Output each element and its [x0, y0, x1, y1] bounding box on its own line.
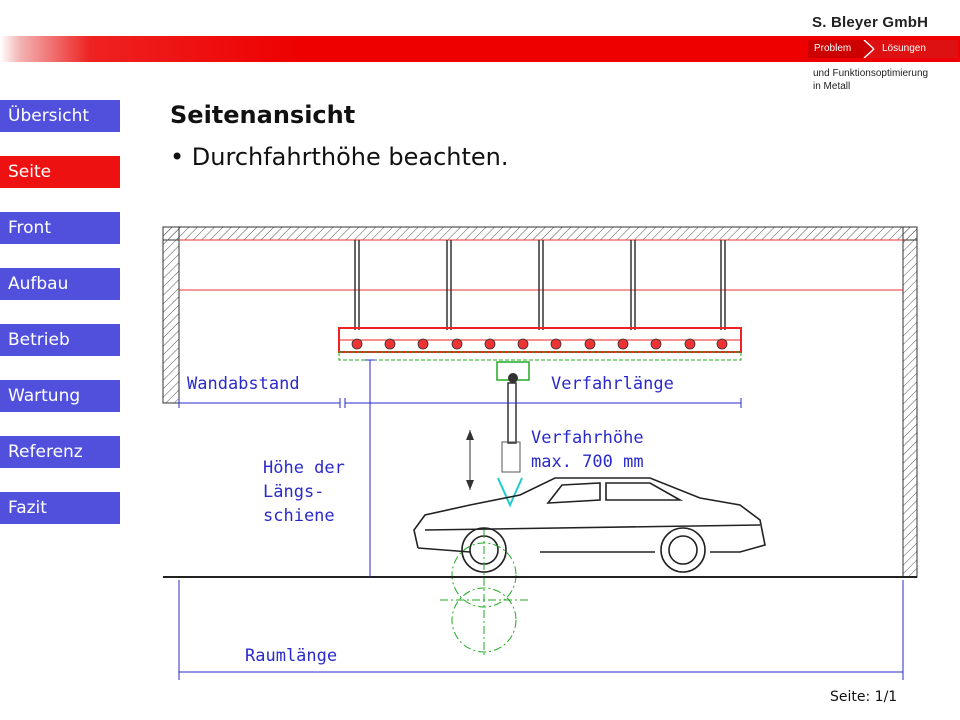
label-verfahrhoehe-line1: Verfahrhöhe	[531, 428, 644, 448]
label-hoehe-line1: Höhe der	[263, 458, 345, 478]
nav-item-aufbau[interactable]: Aufbau	[0, 268, 120, 300]
nav-item-front[interactable]: Front	[0, 212, 120, 244]
label-verfahrlaenge: Verfahrlänge	[551, 374, 674, 394]
ceiling-hangers	[355, 240, 725, 330]
label-hoehe-laengsschiene	[263, 456, 345, 528]
tagline-line-2: in Metall	[813, 81, 851, 92]
company-logo-text: S. Bleyer GmbH	[812, 14, 929, 31]
nav-item-referenz[interactable]: Referenz	[0, 436, 120, 468]
nav-item-uebersicht[interactable]: Übersicht	[0, 100, 120, 132]
label-verfahrhoehe	[531, 426, 644, 474]
nav-item-fazit[interactable]: Fazit	[0, 492, 120, 524]
label-raumlaenge: Raumlänge	[245, 646, 338, 666]
trolley-arm	[466, 362, 529, 505]
nav-item-wartung[interactable]: Wartung	[0, 380, 120, 412]
bullet-text: • Durchfahrthöhe beachten.	[170, 143, 509, 171]
wheel-check-circles	[440, 530, 530, 655]
page-number: Seite: 1/1	[830, 689, 898, 705]
car	[414, 478, 765, 572]
label-verfahrhoehe-line2: max. 700 mm	[531, 452, 644, 472]
page-title: Seitenansicht	[170, 101, 356, 129]
label-hoehe-line2: Längs-	[263, 482, 325, 502]
chevron-label-loesungen: Lösungen	[882, 43, 926, 54]
label-hoehe-line3: schiene	[263, 506, 335, 526]
nav-item-seite[interactable]: Seite	[0, 156, 120, 188]
nav-item-betrieb[interactable]: Betrieb	[0, 324, 120, 356]
chevron-label-problem: Problem	[814, 43, 852, 54]
tagline-line-1: und Funktionsoptimierung	[813, 68, 929, 79]
longitudinal-rail	[339, 328, 741, 360]
label-wandabstand: Wandabstand	[187, 374, 300, 394]
